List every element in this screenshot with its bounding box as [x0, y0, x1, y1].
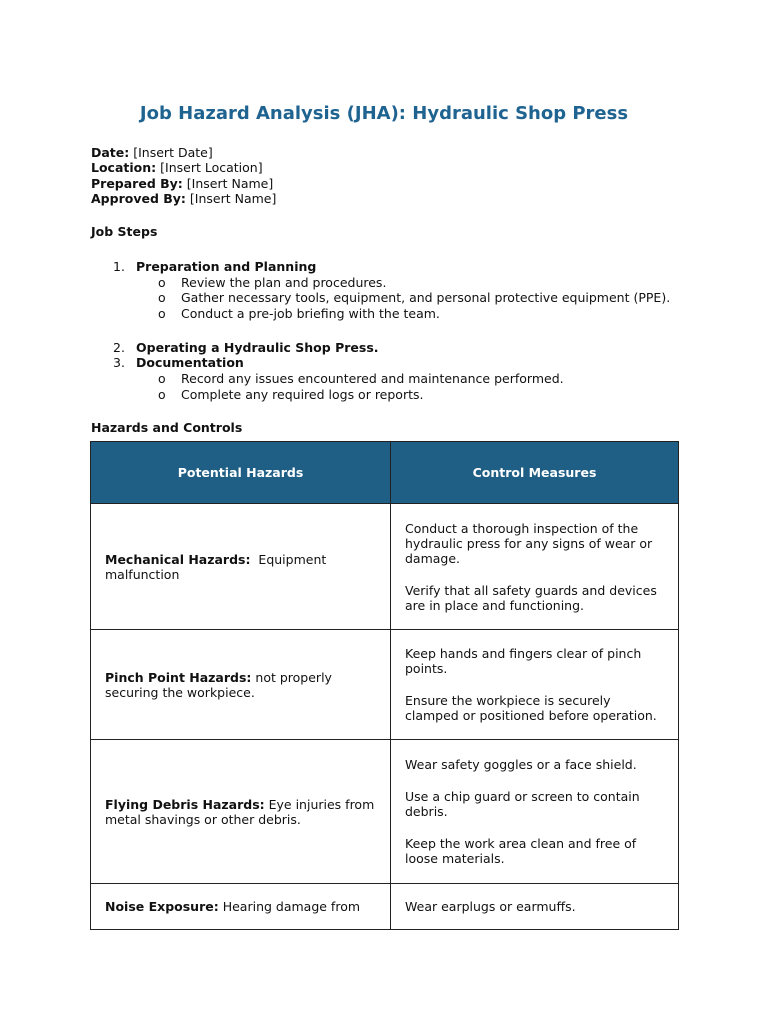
- step-label: Documentation: [136, 355, 244, 371]
- step-label: Operating a Hydraulic Shop Press.: [136, 339, 379, 355]
- step-number: 1.: [113, 259, 125, 274]
- meta-location-value: [Insert Location]: [156, 160, 263, 176]
- bullet-mark: o: [158, 274, 166, 290]
- job-step: [0, 340, 768, 356]
- hazard-description: not properly securing the workpiece.: [105, 669, 336, 700]
- table-row: [91, 740, 679, 884]
- hazards-heading: Hazards and Controls: [91, 420, 243, 435]
- control-measure: Ensure the workpiece is securely clamped or positioned before operation.: [405, 693, 657, 723]
- meta-approved-by-value: [Insert Name]: [185, 190, 277, 206]
- meta-date-value: [Insert Date]: [129, 145, 213, 160]
- hazards-table: [90, 441, 679, 930]
- bullet-text: Record any issues encountered and maintenance performed.: [181, 370, 564, 386]
- meta-approved-by: [91, 191, 276, 206]
- table-row: [91, 504, 679, 630]
- hazard-cell: [91, 630, 391, 740]
- hazard-description: Equipment malfunction: [105, 551, 331, 582]
- control-measure: Use a chip guard or screen to contain debris.: [405, 789, 640, 819]
- meta-approved-by-label: Approved By:: [91, 190, 186, 206]
- table-row: [91, 884, 679, 930]
- document-title: Job Hazard Analysis (JHA): Hydraulic Shop Press: [139, 103, 629, 124]
- column-header-control-measures: Control Measures: [391, 442, 679, 504]
- control-cell: [391, 630, 679, 740]
- control-cell: [391, 504, 679, 630]
- bullet-text: Conduct a pre-job briefing with the team.: [181, 306, 440, 322]
- hazard-label: Pinch Point Hazards:: [105, 669, 252, 685]
- job-step: [0, 355, 768, 371]
- step-bullet: [0, 387, 768, 403]
- step-bullet: [0, 290, 768, 306]
- control-measure: Keep hands and fingers clear of pinch points.: [405, 646, 642, 676]
- job-steps-heading: Job Steps: [91, 224, 158, 239]
- hazard-description: Eye injuries from metal shavings or other debris.: [105, 796, 379, 827]
- job-steps-list: [0, 259, 768, 402]
- hazard-label: Mechanical Hazards:: [105, 551, 251, 567]
- meta-prepared-by: [91, 176, 276, 191]
- step-label: Preparation and Planning: [136, 259, 317, 274]
- step-number: 3.: [113, 355, 125, 371]
- column-header-potential-hazards: Potential Hazards: [91, 442, 391, 504]
- step-number: 2.: [113, 339, 125, 355]
- control-measure: Keep the work area clean and free of loose materials.: [405, 836, 637, 866]
- control-measure: Verify that all safety guards and devices are in place and functioning.: [405, 582, 657, 613]
- meta-date-label: Date:: [91, 145, 130, 160]
- table-row: [91, 630, 679, 740]
- document-meta: [91, 145, 276, 206]
- bullet-mark: o: [158, 370, 166, 386]
- meta-date: [91, 145, 276, 160]
- job-step: [0, 259, 768, 275]
- step-bullet: [0, 275, 768, 291]
- control-cell: [391, 884, 679, 930]
- meta-prepared-by-label: Prepared By:: [91, 175, 183, 191]
- hazard-cell: [91, 740, 391, 884]
- hazard-description: Hearing damage from: [218, 899, 361, 914]
- bullet-text: Gather necessary tools, equipment, and personal protective equipment (PPE).: [181, 290, 671, 306]
- table-header-row: [91, 442, 679, 504]
- hazard-cell: [91, 504, 391, 630]
- step-bullet: [0, 371, 768, 387]
- hazard-label: Flying Debris Hazards:: [105, 796, 265, 812]
- step-bullet: [0, 306, 768, 322]
- hazard-label: Noise Exposure:: [105, 899, 219, 914]
- control-measure: Wear safety goggles or a face shield.: [405, 757, 637, 772]
- control-measure: Conduct a thorough inspection of the hydraulic press for any signs of wear or damage.: [405, 520, 653, 566]
- bullet-mark: o: [158, 290, 166, 306]
- meta-location: [91, 160, 276, 175]
- control-cell: [391, 740, 679, 884]
- bullet-mark: o: [158, 386, 166, 402]
- meta-location-label: Location:: [91, 160, 157, 176]
- meta-prepared-by-value: [Insert Name]: [182, 175, 274, 191]
- control-measure: Wear earplugs or earmuffs.: [405, 899, 576, 914]
- bullet-mark: o: [158, 306, 166, 322]
- bullet-text: Complete any required logs or reports.: [181, 386, 424, 402]
- hazard-cell: [91, 884, 391, 930]
- bullet-text: Review the plan and procedures.: [181, 274, 387, 290]
